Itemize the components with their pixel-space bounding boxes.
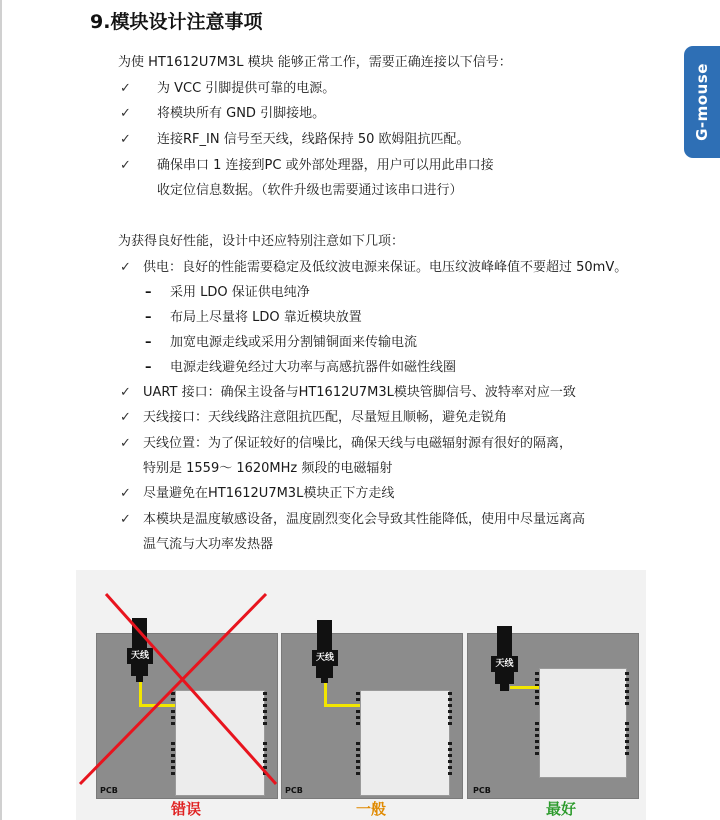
caption-wrong: 错误 bbox=[171, 800, 202, 818]
design-intro: 为获得良好性能，设计中还应特别注意如下几项： bbox=[118, 234, 405, 249]
gnss-module bbox=[360, 690, 450, 796]
signal-item-uart-cont: 收定位信息数据。（软件升级也需要通过该串口进行） bbox=[157, 183, 463, 198]
module-pins-right bbox=[448, 692, 452, 778]
pcb-label: PCB bbox=[100, 786, 118, 795]
antenna-tip bbox=[500, 684, 509, 691]
power-subitem: 采用 LDO 保证供电纯净 bbox=[170, 285, 310, 300]
signal-item-uart: 确保串口 1 连接到PC 或外部处理器，用户可以用此串口接 bbox=[157, 158, 494, 173]
power-subitem: 电源走线避免经过大功率与高感抗器件如磁性线圈 bbox=[170, 360, 457, 375]
check-icon: ✓ bbox=[120, 512, 131, 527]
rf-trace bbox=[324, 704, 360, 707]
check-icon: ✓ bbox=[120, 106, 131, 121]
cross-stroke bbox=[106, 594, 276, 784]
gnss-module bbox=[539, 668, 627, 778]
antenna-body bbox=[495, 672, 514, 684]
antenna-label: 天线 bbox=[127, 648, 153, 664]
antenna-label: 天线 bbox=[312, 650, 338, 666]
design-item-routing: 尽量避免在HT1612U7M3L模块正下方走线 bbox=[143, 486, 395, 501]
wrong-cross-icon bbox=[76, 590, 281, 790]
check-icon: ✓ bbox=[120, 81, 131, 96]
side-tab-label: G-mouse bbox=[693, 63, 711, 141]
check-icon: ✓ bbox=[120, 158, 131, 173]
check-icon: ✓ bbox=[120, 260, 131, 275]
section-title: 9.模块设计注意事项 bbox=[90, 11, 263, 33]
check-icon: ✓ bbox=[120, 132, 131, 147]
dash-icon: – bbox=[145, 335, 152, 350]
module-pins-left bbox=[535, 672, 539, 758]
module-pins-right bbox=[625, 672, 629, 758]
cross-stroke bbox=[80, 594, 266, 784]
design-item-antenna-position-cont: 特别是 1559～ 1620MHz 频段的电磁辐射 bbox=[143, 461, 393, 476]
antenna-label: 天线 bbox=[491, 656, 518, 672]
rf-trace bbox=[510, 686, 539, 689]
check-icon: ✓ bbox=[120, 436, 131, 451]
dash-icon: – bbox=[145, 310, 152, 325]
antenna-body bbox=[316, 666, 333, 678]
dash-icon: – bbox=[145, 285, 152, 300]
signal-item-gnd: 将模块所有 GND 引脚接地。 bbox=[157, 106, 326, 121]
power-subitem: 加宽电源走线或采用分割铺铜面来传输电流 bbox=[170, 335, 418, 350]
power-subitem: 布局上尽量将 LDO 靠近模块放置 bbox=[170, 310, 362, 325]
page-left-border bbox=[0, 0, 2, 820]
design-item-uart: UART 接口：确保主设备与HT1612U7M3L模块管脚信号、波特率对应一致 bbox=[143, 385, 576, 400]
dash-icon: – bbox=[145, 360, 152, 375]
caption-best: 最好 bbox=[546, 800, 577, 818]
rf-trace bbox=[324, 680, 327, 707]
antenna-connector bbox=[497, 626, 512, 656]
side-tab[interactable] bbox=[684, 46, 720, 158]
pcb-label: PCB bbox=[473, 786, 491, 795]
signal-item-vcc: 为 VCC 引脚提供可靠的电源。 bbox=[157, 81, 336, 96]
design-item-antenna-interface: 天线接口：天线线路注意阻抗匹配，尽量短且顺畅，避免走锐角 bbox=[143, 410, 508, 425]
check-icon: ✓ bbox=[120, 385, 131, 400]
pcb-label: PCB bbox=[285, 786, 303, 795]
check-icon: ✓ bbox=[120, 410, 131, 425]
design-item-temperature-cont: 温气流与大功率发热器 bbox=[143, 537, 274, 552]
antenna-tip bbox=[321, 678, 328, 683]
design-item-temperature: 本模块是温度敏感设备，温度剧烈变化会导致其性能降低，使用中尽量远离高 bbox=[143, 512, 586, 527]
design-item-antenna-position: 天线位置：为了保证较好的信噪比，确保天线与电磁辐射源有很好的隔离， bbox=[143, 436, 573, 451]
antenna-connector bbox=[317, 620, 332, 650]
design-item-power: 供电：良好的性能需要稳定及低纹波电源来保证。电压纹波峰峰值不要超过 50mV。 bbox=[143, 260, 628, 275]
signal-item-rf: 连接RF_IN 信号至天线，线路保持 50 欧姆阻抗匹配。 bbox=[157, 132, 470, 147]
intro-text: 为使 HT1612U7M3L 模块 能够正常工作，需要正确连接以下信号： bbox=[118, 55, 512, 70]
check-icon: ✓ bbox=[120, 486, 131, 501]
caption-normal: 一般 bbox=[356, 800, 387, 818]
